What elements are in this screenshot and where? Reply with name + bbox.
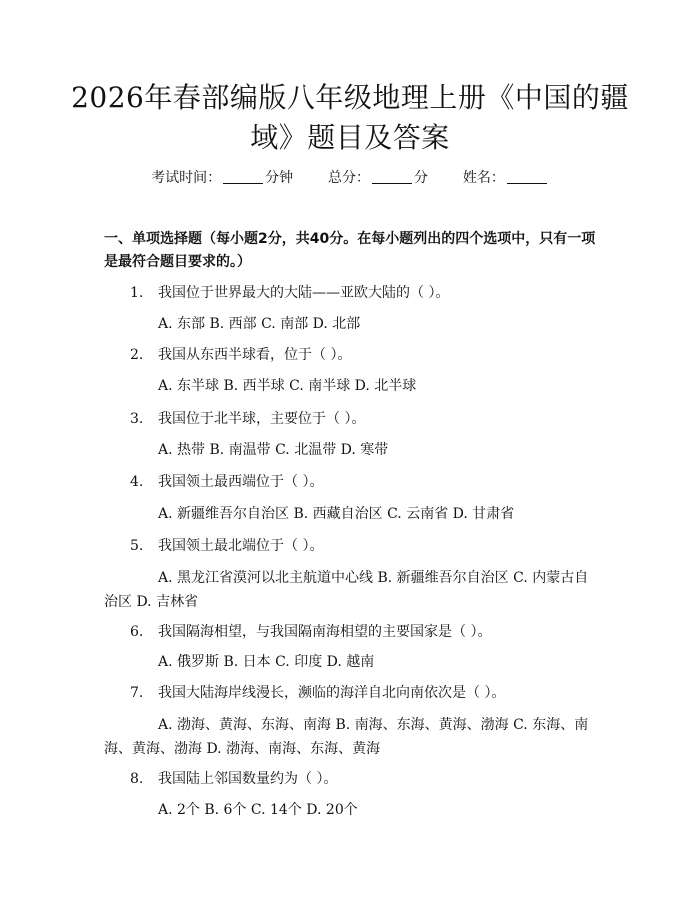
question-number: 2. (130, 347, 144, 363)
question-number: 8. (130, 771, 144, 787)
question-6-options: A. 俄罗斯 B. 日本 C. 印度 D. 越南 (158, 654, 375, 670)
question-number: 7. (130, 685, 144, 701)
question-4-options: A. 新疆维吾尔自治区 B. 西藏自治区 C. 云南省 D. 甘肃省 (158, 506, 515, 522)
question-5-options: A. 黑龙江省漠河以北主航道中心线 B. 新疆维吾尔自治区 C. 内蒙古自治区 D. 吉林省 (104, 570, 589, 610)
time-label: 考试时间： (151, 170, 222, 186)
question-2-options: A. 东半球 B. 西半球 C. 南半球 D. 北半球 (158, 378, 417, 394)
question-1 (130, 282, 596, 304)
question-3-options: A. 热带 B. 南温带 C. 北温带 D. 寒带 (158, 442, 389, 458)
question-text: 我国大陆海岸线漫长，濒临的海洋自北向南依次是（ ）。 (158, 685, 506, 701)
question-8-options: A. 2个 B. 6个 C. 14个 D. 20个 (158, 802, 358, 818)
question-text: 我国陆上邻国数量约为（ ）。 (158, 771, 338, 787)
question-text: 我国位于北半球，主要位于（ ）。 (158, 411, 366, 427)
question-7-options: A. 渤海、黄海、东海、南海 B. 南海、东海、黄海、渤海 C. 东海、南海、黄海、渤海 D. 渤海、南海、东海、黄海 (104, 717, 589, 757)
question-1-options: A. 东部 B. 西部 C. 南部 D. 北部 (158, 316, 361, 332)
question-number: 1. (130, 285, 144, 301)
question-text: 我国隔海相望，与我国隔南海相望的主要国家是（ ）。 (158, 624, 492, 640)
question-8 (130, 768, 596, 790)
question-6 (130, 621, 596, 643)
score-label: 总分： (328, 170, 370, 186)
question-number: 4. (130, 474, 144, 490)
question-text: 我国位于世界最大的大陆——亚欧大陆的（ ）。 (158, 285, 450, 301)
section-heading: 一、单项选择题（每小题2分，共40分。在每小题列出的四个选项中，只有一项是最符合题目要求的。） (104, 231, 596, 270)
question-text: 我国从东西半球看，位于（ ）。 (158, 347, 352, 363)
name-label: 姓名： (462, 170, 505, 186)
exam-meta (0, 168, 700, 188)
question-number: 6. (130, 624, 144, 640)
question-number: 3. (130, 411, 144, 427)
question-number: 5. (130, 538, 144, 554)
question-7 (130, 682, 596, 704)
name-blank (507, 169, 547, 184)
question-2 (130, 344, 596, 366)
document-title: 2026年春部编版八年级地理上册《中国的疆域》题目及答案 (71, 81, 629, 154)
time-unit: 分钟 (265, 170, 294, 186)
question-4 (130, 471, 596, 493)
question-text: 我国领土最西端位于（ ）。 (158, 474, 324, 490)
question-3 (130, 408, 596, 430)
time-blank (223, 169, 263, 184)
score-blank (372, 169, 412, 184)
question-5 (130, 535, 596, 557)
score-unit: 分 (414, 170, 428, 186)
question-text: 我国领土最北端位于（ ）。 (158, 538, 324, 554)
